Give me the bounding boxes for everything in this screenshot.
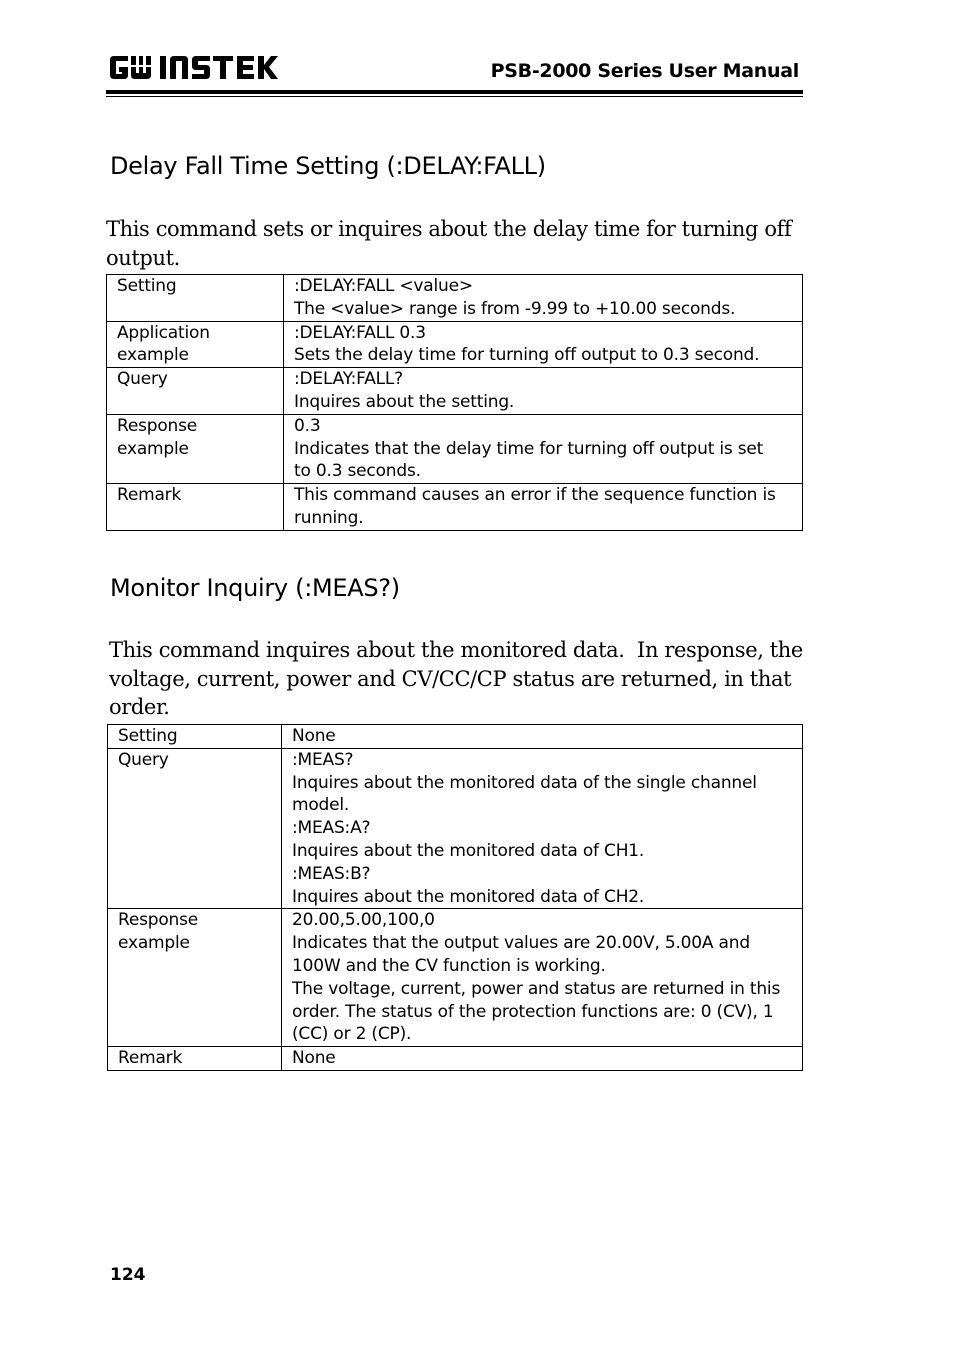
section-intro-delay-fall [106,215,791,272]
row-value: None [282,725,803,749]
table-row [107,414,803,483]
row-label: Response example [107,414,284,483]
header-rule [106,90,803,94]
table-row [107,321,803,368]
row-value: 20.00,5.00,100,0 Indicates that the output values are 20.00V, 5.00A and 100W and the CV function is working. The voltage, current, power and status are returned in this order. The status of the protection functions are: 0 (CV), 1 (CC) or 2 (CP). [282,909,803,1047]
row-value: This command causes an error if the sequence function is running. [284,484,803,531]
page-number: 124 [110,1265,146,1285]
manual-title: PSB-2000 Series User Manual [490,60,799,82]
row-label: Setting [107,275,284,322]
table-row [107,484,803,531]
section-intro-monitor-inquiry [109,636,803,722]
table-row [107,275,803,322]
row-label: Response example [108,909,282,1047]
row-label: Setting [108,725,282,749]
table-row [108,748,803,909]
table-row [108,1047,803,1071]
intro-line: output. [106,245,180,270]
intro-line: This command inquires about the monitored data. In response, the [109,638,803,662]
command-table-delay-fall [106,274,803,531]
row-label: Remark [107,484,284,531]
row-value: :MEAS? Inquires about the monitored data of the single channel model. :MEAS:A? Inquires about the monitored data of CH1. :MEAS:B? Inquires about the monitored data of CH2. [282,748,803,909]
section-title-delay-fall: Delay Fall Time Setting (:DELAY:FALL) [110,152,546,180]
table-row [108,909,803,1047]
row-label: Query [108,748,282,909]
command-table-monitor-inquiry [107,724,803,1071]
row-value: None [282,1047,803,1071]
row-label: Remark [108,1047,282,1071]
row-value: :DELAY:FALL 0.3 Sets the delay time for turning off output to 0.3 second. [284,321,803,368]
row-value: 0.3 Indicates that the delay time for turning off output is set to 0.3 seconds. [284,414,803,483]
row-value: :DELAY:FALL? Inquires about the setting. [284,368,803,415]
gw-instek-logo [108,53,280,87]
intro-line: order. [109,695,170,719]
row-label: Application example [107,321,284,368]
intro-line: voltage, current, power and CV/CC/CP status are returned, in that [109,666,792,691]
header-rule-thin [106,96,803,97]
section-title-monitor-inquiry: Monitor Inquiry (:MEAS?) [110,574,400,602]
row-value: :DELAY:FALL <value> The <value> range is from -9.99 to +10.00 seconds. [284,275,803,322]
table-row [108,725,803,749]
intro-line: This command sets or inquires about the delay time for turning off [106,217,792,241]
row-label: Query [107,368,284,415]
table-row [107,368,803,415]
